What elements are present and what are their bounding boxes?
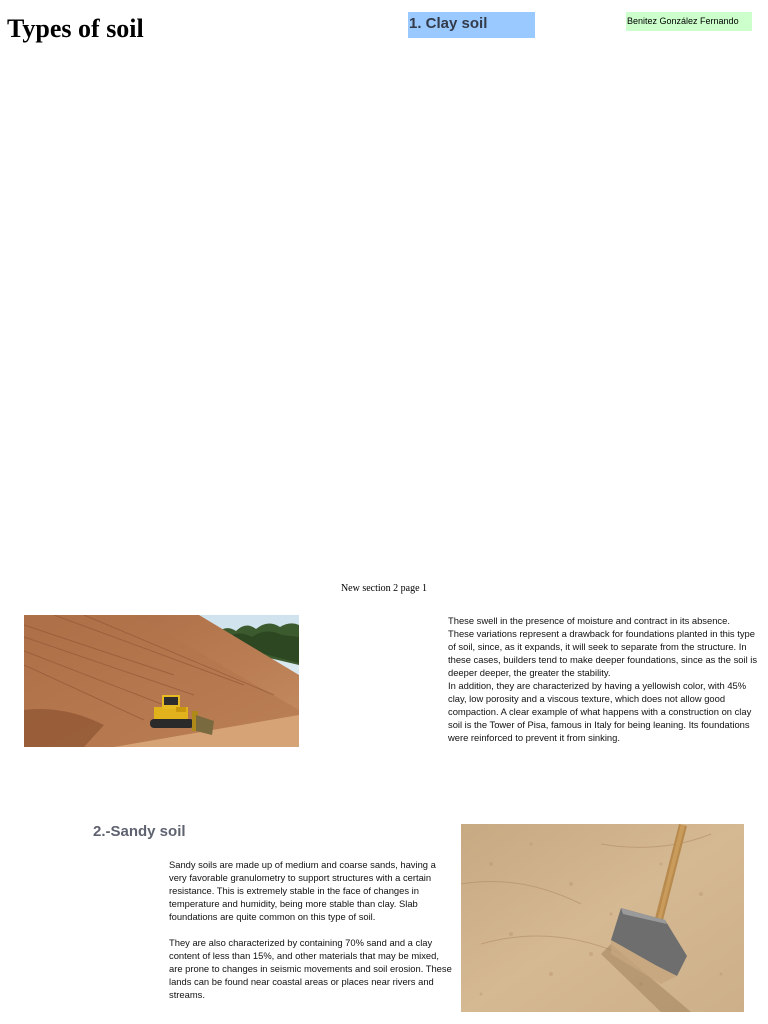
clay-description bbox=[448, 614, 758, 744]
sandy-soil-heading: 2.-Sandy soil bbox=[93, 823, 186, 840]
clay-paragraph-2: In addition, they are characterized by having a yellowish color, with 45% clay, low porosity and a viscous texture, which does not allow good compaction. A clear example of what happens with a construction on clay soil is the Tower of Pisa, famous in Italy for being leaning. Its foundations were reinforced to prevent it from sinking. bbox=[448, 680, 752, 743]
sandy-paragraph-1: Sandy soils are made up of medium and coarse sands, having a very favorable granulometry to support structures with a certain resistance. This is extremely stable in the face of changes in temperature and humidity, being more stable than clay. Slab foundations are quite common on this type of soil. bbox=[169, 859, 436, 922]
section-note: New section 2 page 1 bbox=[340, 583, 428, 594]
sandy-soil-image bbox=[461, 824, 744, 1012]
author-label: Benitez González Fernando bbox=[626, 12, 752, 31]
sandy-description bbox=[169, 858, 453, 1014]
clay-paragraph-1: These swell in the presence of moisture and contract in its absence. These variations represent a drawback for foundations planted in this type of soil, since, as it expands, it will seek to separate from the structure. In these cases, builders tend to make deeper foundations, since as the soil is deeper deeper, the greater the stability. bbox=[448, 615, 758, 678]
clay-soil-image bbox=[24, 615, 299, 747]
sandy-paragraph-2: They are also characterized by containing 70% sand and a clay content of less than 15%, and other materials that may be mixed, are prone to changes in seismic movements and soil erosion. These lands can be found near coastal areas or places near rivers and streams. bbox=[169, 937, 452, 1000]
section-badge: 1. Clay soil bbox=[408, 12, 535, 38]
page-title: Types of soil bbox=[7, 14, 144, 43]
